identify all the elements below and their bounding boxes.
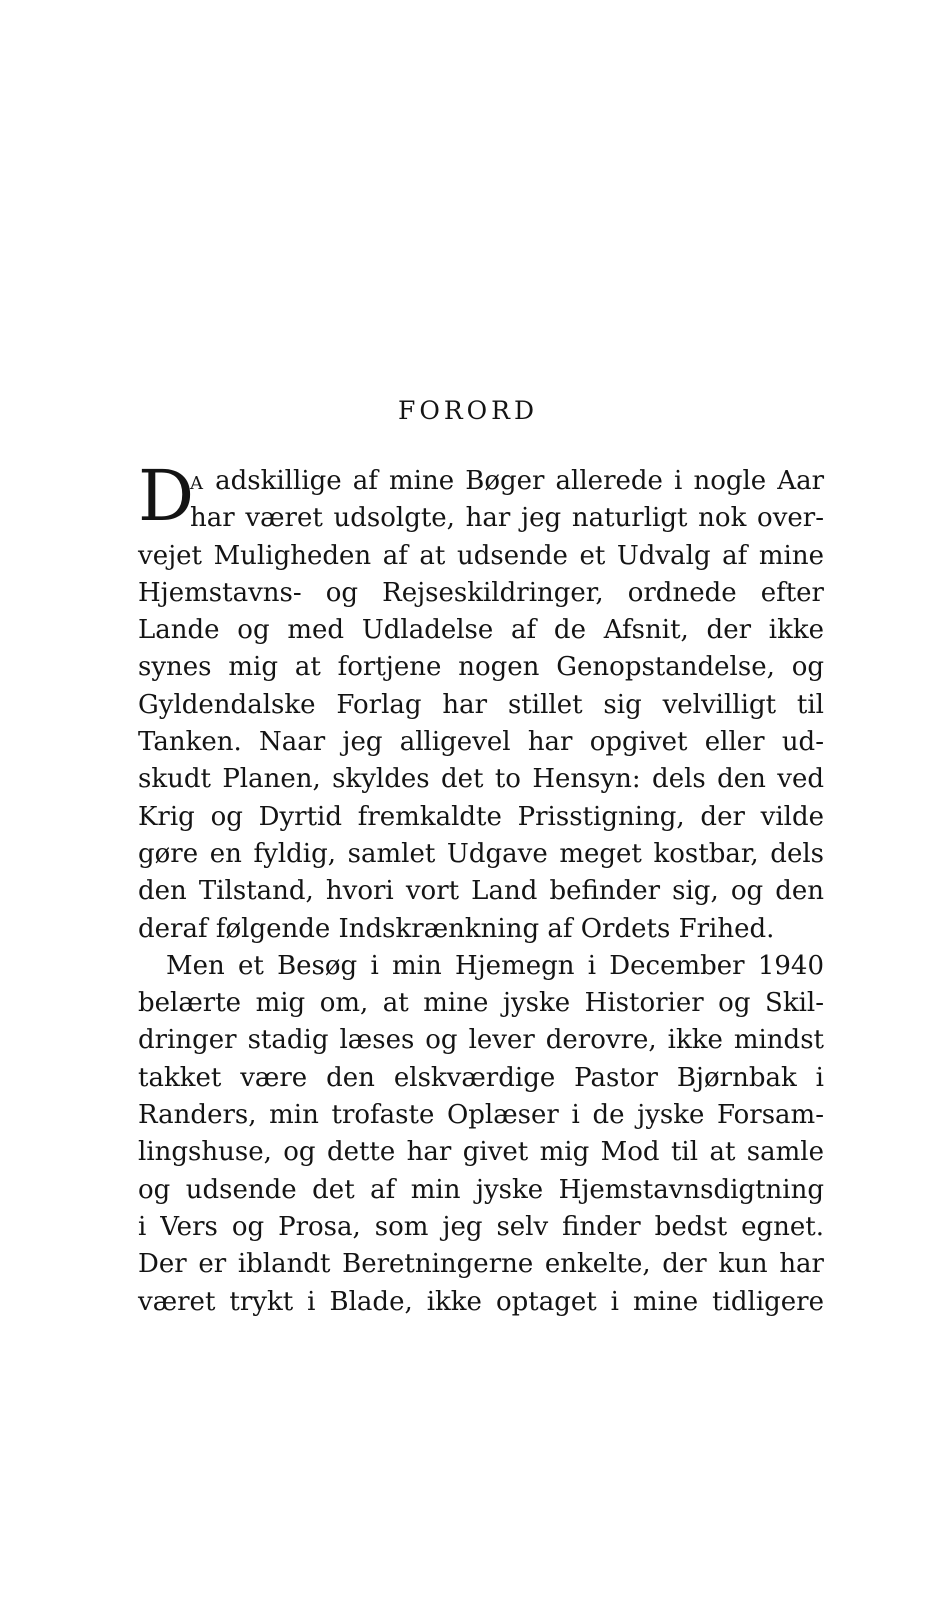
text-line: været trykt i Blade, ikke optaget i mine tidligere [138, 1286, 824, 1317]
drop-cap-letter: D [138, 455, 195, 537]
small-cap-letter: A [190, 473, 204, 494]
text-line: Men et Besøg i min Hjemegn i December 1940 [166, 950, 824, 981]
text-line: har været udsolgte, har jeg naturligt nok over- [190, 503, 824, 534]
text-line: Gyldendalske Forlag har stillet sig velvilligt til [138, 689, 824, 720]
text-line: takket være den elskværdige Pastor Bjørnbak i [138, 1062, 824, 1093]
text-line: Krig og Dyrtid fremkaldte Prisstigning, der vilde [138, 801, 824, 832]
text-line: den Tilstand, hvori vort Land befinder sig, og den [138, 876, 824, 907]
text-line [138, 463, 824, 500]
text-line: Tanken. Naar jeg alligevel har opgivet eller ud- [138, 727, 824, 758]
text-line: lingshuse, og dette har givet mig Mod til at samle [138, 1137, 824, 1168]
text-line: skudt Planen, skyldes det to Hensyn: dels den ved [138, 764, 824, 795]
text-line: og udsende det af min jyske Hjemstavnsdigtning [138, 1174, 824, 1205]
text-line-content: adskillige af mine Bøger allerede i nogle Aar [215, 466, 825, 496]
text-line: Randers, min trofaste Oplæser i de jyske Forsam- [138, 1100, 824, 1131]
text-line: belærte mig om, at mine jyske Historier og Skil- [138, 988, 824, 1019]
text-line: Lande og med Udladelse af de Afsnit, der ikke [138, 615, 824, 646]
page-title: FORORD [397, 396, 539, 425]
text-line: dringer stadig læses og lever derovre, ikke mindst [138, 1025, 824, 1056]
text-line: vejet Muligheden af at udsende et Udvalg af mine [138, 540, 824, 571]
text-line: gøre en fyldig, samlet Udgave meget kostbar, dels [138, 838, 824, 869]
text-line: i Vers og Prosa, som jeg selv finder bedst egnet. [138, 1211, 824, 1242]
text-line: Der er iblandt Beretningerne enkelte, der kun har [138, 1249, 824, 1280]
text-line: Hjemstavns- og Rejseskildringer, ordnede efter [138, 577, 824, 608]
text-line: synes mig at fortjene nogen Genopstandelse, og [138, 652, 824, 683]
body-text [138, 455, 825, 1321]
text-line: deraf følgende Indskrænkning af Ordets Frihed. [138, 913, 775, 944]
